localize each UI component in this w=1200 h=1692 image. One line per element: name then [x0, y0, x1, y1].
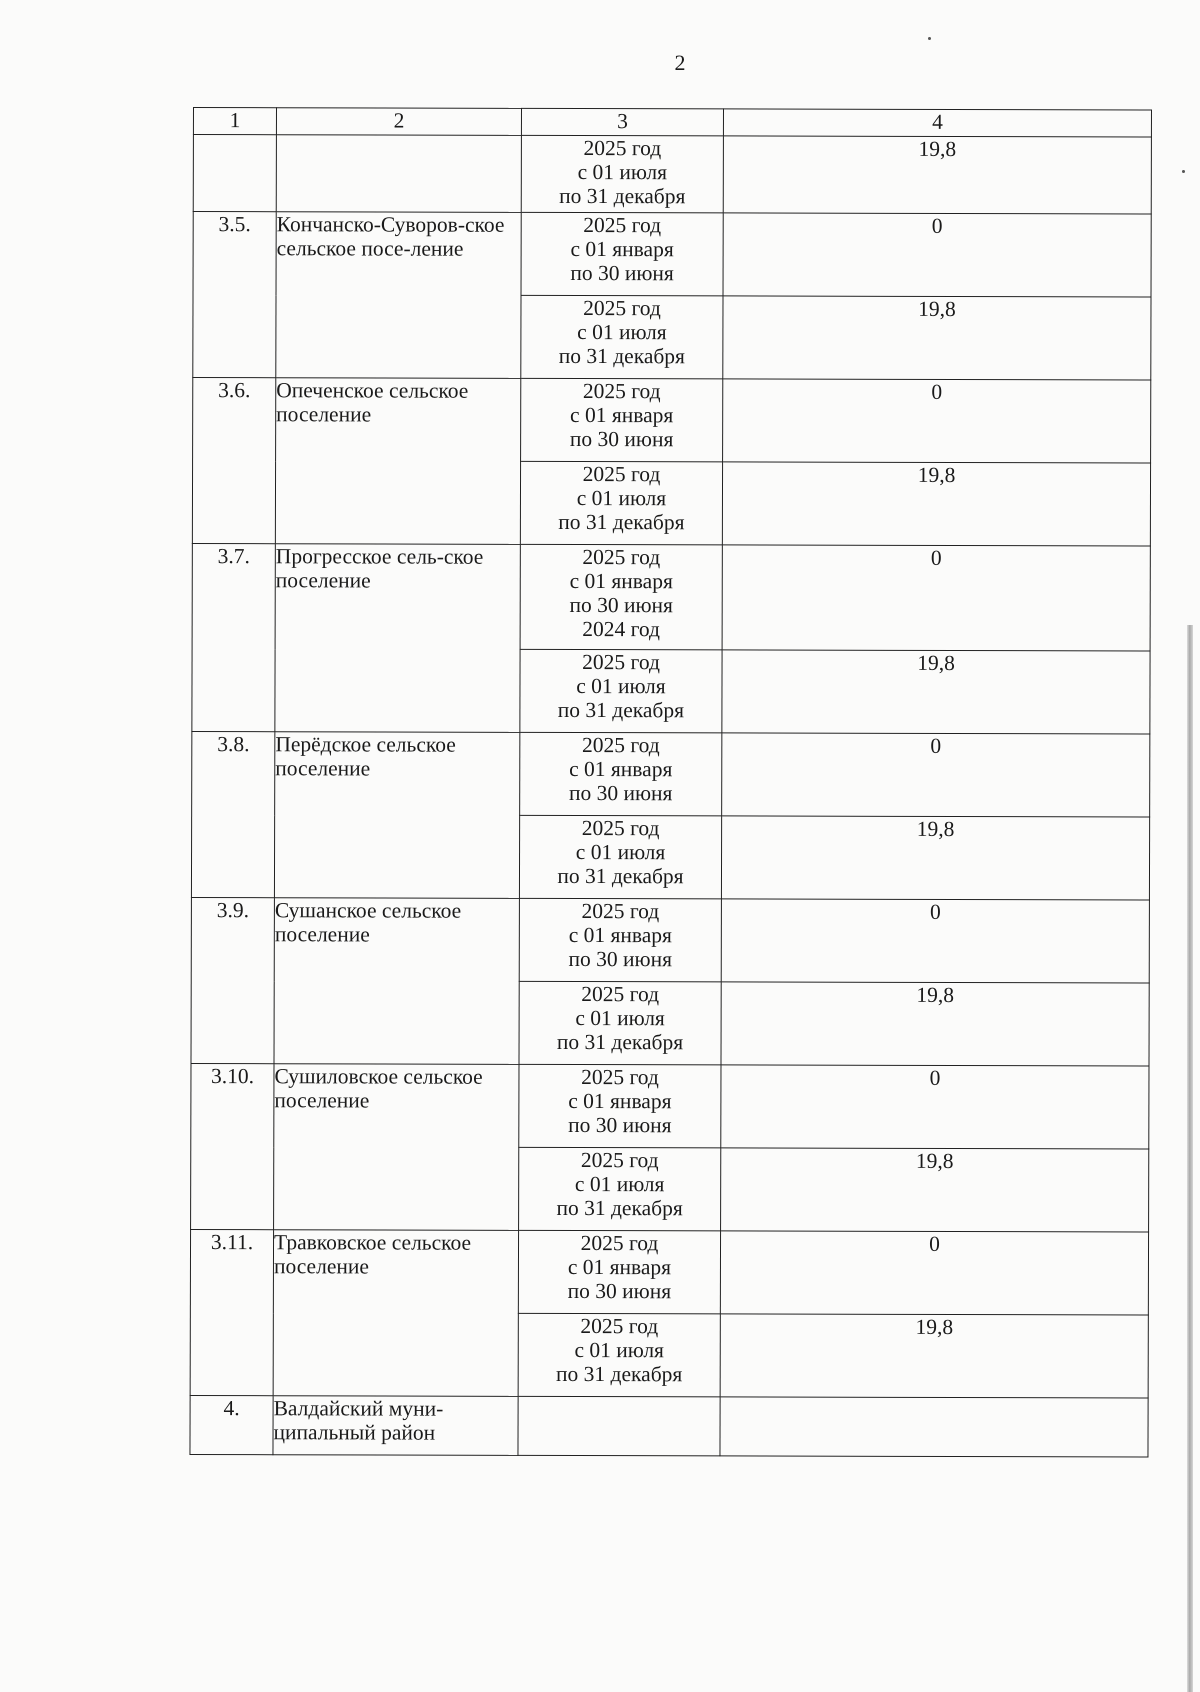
value-cell: 19,8 [721, 982, 1149, 1066]
tariff-table [189, 107, 1152, 1458]
row-number: 3.8. [191, 731, 274, 897]
value-cell: 0 [721, 1065, 1149, 1149]
column-header: 3 [521, 108, 723, 136]
period-cell: 2025 год с 01 января по 30 июня 2024 год [520, 544, 722, 650]
table-row [190, 1395, 1148, 1457]
period-cell: 2025 год с 01 января по 30 июня [519, 1064, 721, 1148]
period-cell: 2025 год с 01 июля по 31 декабря [519, 981, 721, 1065]
value-cell: 19,8 [722, 650, 1150, 734]
value-cell: 19,8 [723, 296, 1151, 380]
settlement-name [276, 135, 521, 213]
table-row [192, 543, 1150, 651]
period-cell: 2025 год с 01 июля по 31 декабря [519, 1147, 721, 1231]
value-cell: 19,8 [722, 462, 1150, 546]
period-cell: 2025 год с 01 января по 30 июня [518, 1230, 720, 1314]
value-cell: 0 [721, 899, 1149, 983]
column-header: 1 [193, 108, 276, 135]
value-cell: 19,8 [720, 1314, 1148, 1398]
period-cell: 2025 год с 01 января по 30 июня [521, 378, 723, 462]
table-row [190, 1229, 1148, 1315]
value-cell: 0 [722, 733, 1150, 817]
period-cell: 2025 год с 01 июля по 31 декабря [520, 461, 722, 545]
table-row [193, 378, 1151, 464]
row-number: 3.9. [191, 897, 274, 1063]
table-row [191, 1063, 1149, 1149]
row-number: 3.10. [191, 1063, 274, 1229]
column-header: 2 [276, 108, 521, 136]
header-row [193, 108, 1151, 138]
scan-speck [928, 37, 931, 40]
settlement-name: Валдайский муни-ципальный район [273, 1396, 518, 1456]
page-number: 2 [674, 50, 686, 75]
row-number [193, 135, 276, 212]
settlement-name: Прогресское сель-ское поселение [275, 544, 520, 733]
column-header: 4 [723, 109, 1151, 137]
settlement-name: Перёдское сельское поселение [274, 732, 519, 899]
value-cell: 19,8 [721, 816, 1149, 900]
value-cell: 0 [720, 1231, 1148, 1315]
table-row [193, 135, 1151, 215]
value-cell: 19,8 [723, 136, 1151, 214]
value-cell: 0 [722, 545, 1150, 651]
table-body [190, 108, 1152, 1458]
row-number: 4. [190, 1395, 273, 1454]
settlement-name: Опеченское сельское поселение [275, 378, 520, 545]
settlement-name: Травковское сельское поселение [273, 1230, 518, 1397]
settlement-name: Кончанско-Суворов-ское сельское посе-ление [276, 212, 521, 379]
period-cell: 2025 год с 01 июля по 31 декабря [521, 295, 723, 379]
period-cell [518, 1396, 720, 1456]
table-row [193, 212, 1151, 298]
settlement-name: Сушиловское сельское поселение [274, 1064, 519, 1231]
table-row [191, 897, 1149, 983]
settlement-name: Сушанское сельское поселение [274, 898, 519, 1065]
value-cell: 0 [723, 213, 1151, 297]
period-cell: 2025 год с 01 июля по 31 декабря [518, 1313, 720, 1397]
row-number: 3.7. [192, 543, 275, 731]
period-cell: 2025 год с 01 июля по 31 декабря [519, 815, 721, 899]
row-number: 3.6. [192, 378, 275, 544]
period-cell: 2025 год с 01 января по 30 июня [520, 732, 722, 816]
value-cell: 0 [723, 379, 1151, 463]
period-cell: 2025 год с 01 июля по 31 декабря [520, 649, 722, 733]
table-row [192, 731, 1150, 817]
row-number: 3.11. [190, 1229, 273, 1395]
period-cell: 2025 год с 01 июля по 31 декабря [521, 135, 723, 213]
value-cell [720, 1397, 1148, 1457]
scan-edge-shadow [1187, 625, 1193, 1692]
period-cell: 2025 год с 01 января по 30 июня [519, 898, 721, 982]
value-cell: 19,8 [721, 1148, 1149, 1232]
row-number: 3.5. [193, 212, 276, 378]
period-cell: 2025 год с 01 января по 30 июня [521, 212, 723, 296]
scan-speck [1182, 170, 1185, 173]
